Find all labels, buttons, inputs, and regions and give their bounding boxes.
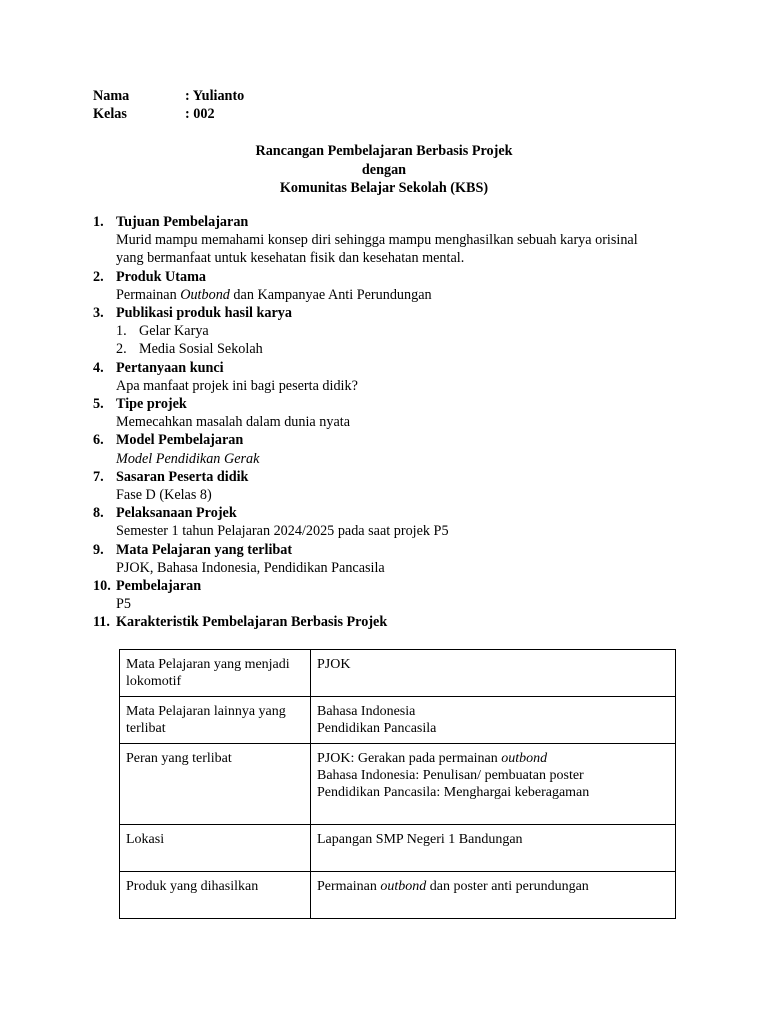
list-item [93, 213, 653, 268]
list-item [93, 431, 653, 467]
item-heading: Mata Pelajaran yang terlibat [116, 541, 293, 558]
item-number: 11. [93, 614, 110, 631]
item-number: 8. [93, 505, 104, 522]
item-heading: Pertanyaan kunci [116, 359, 224, 376]
class-label: Kelas [93, 106, 127, 122]
table-cell-label: Mata Pelajaran yang menjadi lokomotif [120, 650, 311, 697]
table-row [120, 744, 676, 825]
table-cell-value: Lapangan SMP Negeri 1 Bandungan [311, 825, 676, 872]
class-value: : 002 [185, 106, 215, 122]
sub-item [116, 322, 653, 340]
item-text: Permainan Outbond dan Kampanyae Anti Perundungan [116, 286, 432, 303]
item-number: 7. [93, 468, 104, 485]
item-text: Apa manfaat projek ini bagi peserta didik? [116, 377, 358, 394]
document-title [0, 142, 768, 198]
item-number: 10. [93, 578, 111, 595]
table-row [120, 697, 676, 744]
list-item [93, 304, 653, 359]
table-cell-label: Lokasi [120, 825, 311, 872]
project-characteristics-table [119, 649, 676, 919]
plan-list [93, 213, 653, 632]
item-heading: Pembelajaran [116, 578, 202, 595]
item-number: 9. [93, 541, 104, 558]
name-label: Nama [93, 88, 130, 104]
sub-item [116, 340, 653, 358]
table-cell-value: PJOK: Gerakan pada permainan outbond Bahasa Indonesia: Penulisan/ pembuatan poster Pendidikan Pancasila: Menghargai keberagaman [311, 744, 676, 825]
item-heading: Pelaksanaan Projek [116, 505, 237, 522]
item-number: 1. [93, 214, 104, 230]
item-heading: Produk Utama [116, 268, 206, 285]
item-heading: Model Pembelajaran [116, 432, 244, 449]
item-number: 2. [93, 268, 104, 285]
sub-item-text: Gelar Karya [139, 323, 209, 340]
list-item [93, 504, 653, 540]
sub-item-number: 2. [116, 341, 127, 358]
item-text: Murid mampu memahami konsep diri sehingga mampu menghasilkan sebuah karya orisinal yang bermanfaat untuk kesehatan fisik dan kesehatan mental. [116, 232, 638, 267]
item-heading: Tujuan Pembelajaran [116, 214, 249, 230]
item-number: 6. [93, 432, 104, 449]
item-number: 3. [93, 305, 104, 322]
item-heading: Tipe projek [116, 396, 187, 413]
item-text: Memecahkan masalah dalam dunia nyata [116, 414, 350, 431]
table-cell-label: Produk yang dihasilkan [120, 872, 311, 919]
sub-item-text: Media Sosial Sekolah [139, 341, 263, 358]
table-row [120, 872, 676, 919]
list-item [93, 395, 653, 431]
item-number: 5. [93, 396, 104, 413]
item-text: PJOK, Bahasa Indonesia, Pendidikan Pancasila [116, 559, 385, 576]
table-cell-value: Bahasa Indonesia Pendidikan Pancasila [311, 697, 676, 744]
table-cell-label: Mata Pelajaran lainnya yang terlibat [120, 697, 311, 744]
list-item [93, 613, 653, 631]
sub-item-number: 1. [116, 323, 127, 340]
title-line-3: Komunitas Belajar Sekolah (KBS) [279, 180, 489, 196]
item-text: Semester 1 tahun Pelajaran 2024/2025 pada saat projek P5 [116, 523, 449, 540]
list-item [93, 268, 653, 304]
title-line-1: Rancangan Pembelajaran Berbasis Projek [255, 143, 513, 159]
class-row [93, 105, 244, 123]
name-row [93, 87, 244, 105]
item-heading: Publikasi produk hasil karya [116, 305, 292, 322]
list-item [93, 359, 653, 395]
table-row [120, 650, 676, 697]
table-cell-value: Permainan outbond dan poster anti perundungan [311, 872, 676, 919]
name-value: : Yulianto [185, 88, 245, 104]
item-heading: Sasaran Peserta didik [116, 468, 249, 485]
list-item [93, 468, 653, 504]
item-text: P5 [116, 596, 131, 613]
table-cell-value: PJOK [311, 650, 676, 697]
item-text: Model Pendidikan Gerak [116, 450, 260, 467]
table-cell-label: Peran yang terlibat [120, 744, 311, 825]
list-item [93, 541, 653, 577]
title-line-2: dengan [361, 161, 407, 178]
item-heading: Karakteristik Pembelajaran Berbasis Projek [116, 614, 388, 631]
student-info [93, 87, 244, 123]
table-row [120, 825, 676, 872]
item-number: 4. [93, 359, 104, 376]
item-text: Fase D (Kelas 8) [116, 487, 212, 504]
list-item [93, 577, 653, 613]
